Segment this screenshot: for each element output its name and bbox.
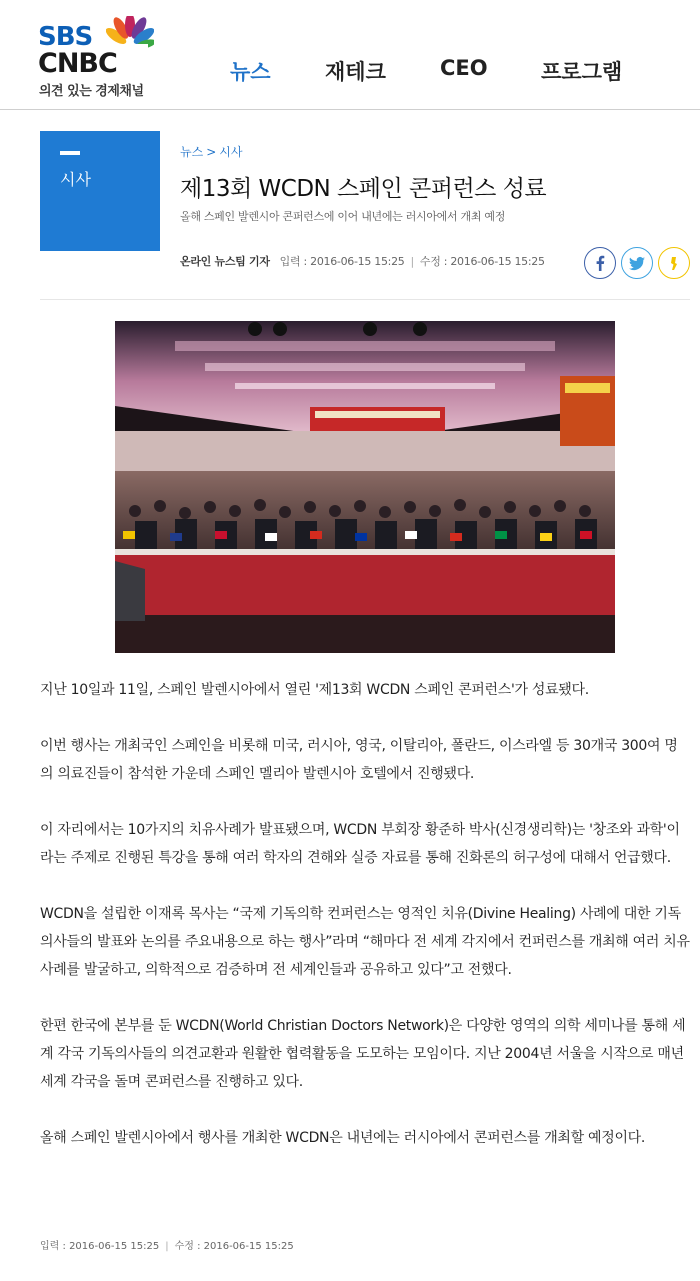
nav-news[interactable]: 뉴스 bbox=[230, 60, 271, 84]
nav-finance[interactable]: 재테크 bbox=[325, 60, 386, 84]
breadcrumb-current[interactable]: 시사 bbox=[219, 145, 243, 159]
footer-published-label: 입력 bbox=[40, 1241, 60, 1252]
site-header bbox=[0, 0, 700, 110]
logo-cnbc: CNBC bbox=[38, 48, 117, 79]
modified-date: 2016-06-15 15:25 bbox=[450, 255, 545, 268]
article-body bbox=[40, 676, 690, 1180]
byline-divider: | bbox=[410, 255, 414, 268]
kakaostory-icon bbox=[666, 255, 682, 271]
main-nav bbox=[0, 56, 700, 86]
breadcrumb bbox=[180, 143, 242, 160]
article-subtitle: 올해 스페인 발렌시아 콘퍼런스에 이어 내년에는 러시아에서 개최 예정 bbox=[180, 210, 506, 223]
logo-sbs: SBS bbox=[38, 22, 93, 52]
breadcrumb-separator: > bbox=[206, 145, 217, 159]
section-label: 시사 bbox=[60, 170, 91, 189]
header-divider bbox=[40, 299, 690, 300]
nav-ceo[interactable]: CEO bbox=[440, 56, 488, 80]
article-title: 제13회 WCDN 스페인 콘퍼런스 성료 bbox=[180, 176, 547, 202]
published-label: 입력 bbox=[279, 255, 301, 268]
footer-divider: | bbox=[165, 1241, 169, 1252]
kakaostory-share-button[interactable] bbox=[658, 247, 690, 279]
badge-bar bbox=[60, 151, 80, 155]
facebook-icon bbox=[592, 255, 608, 271]
breadcrumb-parent[interactable]: 뉴스 bbox=[180, 145, 204, 159]
article-byline: 온라인 뉴스팀 기자 입력 : 2016-06-15 15:25 | 수정 : 2016-06-15 15:25 bbox=[180, 255, 545, 268]
twitter-share-button[interactable] bbox=[621, 247, 653, 279]
nav-program[interactable]: 프로그램 bbox=[541, 60, 623, 84]
peacock-icon bbox=[106, 16, 154, 52]
facebook-share-button[interactable] bbox=[584, 247, 616, 279]
article-paragraph: 한편 한국에 본부를 둔 WCDN(World Christian Doctors Network)은 다양한 영역의 의학 세미나를 통해 세계 각국 기독의사들의 의견교환과 원활한 협력활동을 도모하는 모임이다. 지난 2004년 서울을 시작으로 매년 세계 각국을 돌며 콘퍼런스를 진행하고 있다. bbox=[40, 1018, 686, 1090]
photo-banner-shape bbox=[310, 407, 445, 431]
article-paragraph: WCDN을 설립한 이재록 목사는 “국제 기독의학 컨퍼런스는 영적인 치유(Divine Healing) 사례에 대한 기독의사들의 발표와 논의를 주요내용으로 하는 행사”라며 “해마다 전 세계 각지에서 컨퍼런스를 개최해 여러 치유 사례를 발굴하고, 의학적으로 검증하며 전 세계인들과 공유하고 있다”고 전했다. bbox=[40, 906, 690, 978]
published-date: 2016-06-15 15:25 bbox=[310, 255, 405, 268]
article-photo bbox=[115, 321, 615, 653]
article-paragraph: 지난 10일과 11일, 스페인 발렌시아에서 열린 '제13회 WCDN 스페인 콘퍼런스'가 성료됐다. bbox=[40, 682, 589, 698]
modified-label: 수정 bbox=[419, 255, 441, 268]
reporter-name: 온라인 뉴스팀 기자 bbox=[180, 255, 270, 268]
footer-modified-label: 수정 bbox=[174, 1241, 194, 1252]
article-paragraph: 이번 행사는 개최국인 스페인을 비롯해 미국, 러시아, 영국, 이탈리아, 폴란드, 이스라엘 등 30개국 300여 명의 의료진들이 참석한 가운데 스페인 멜리아 발렌시아 호텔에서 진행됐다. bbox=[40, 738, 678, 782]
article-paragraph: 올해 스페인 발렌시아에서 행사를 개최한 WCDN은 내년에는 러시아에서 콘퍼런스를 개최할 예정이다. bbox=[40, 1130, 646, 1146]
twitter-icon bbox=[629, 255, 645, 271]
section-badge bbox=[40, 131, 160, 251]
conference-photo bbox=[115, 321, 615, 653]
footer-published-date: 2016-06-15 15:25 bbox=[69, 1241, 160, 1252]
footer-modified-date: 2016-06-15 15:25 bbox=[203, 1241, 294, 1252]
logo-tagline: 의견 있는 경제채널 bbox=[39, 84, 144, 99]
footer-dates: 입력 : 2016-06-15 15:25 | 수정 : 2016-06-15 15:25 bbox=[40, 1241, 294, 1252]
article-paragraph: 이 자리에서는 10가지의 치유사례가 발표됐으며, WCDN 부회장 황준하 박사(신경생리학)는 '창조와 과학'이라는 주제로 진행된 특강을 통해 여러 학자의 견해와 실증 자료를 통해 진화론의 허구성에 대해서 언급했다. bbox=[40, 822, 680, 866]
